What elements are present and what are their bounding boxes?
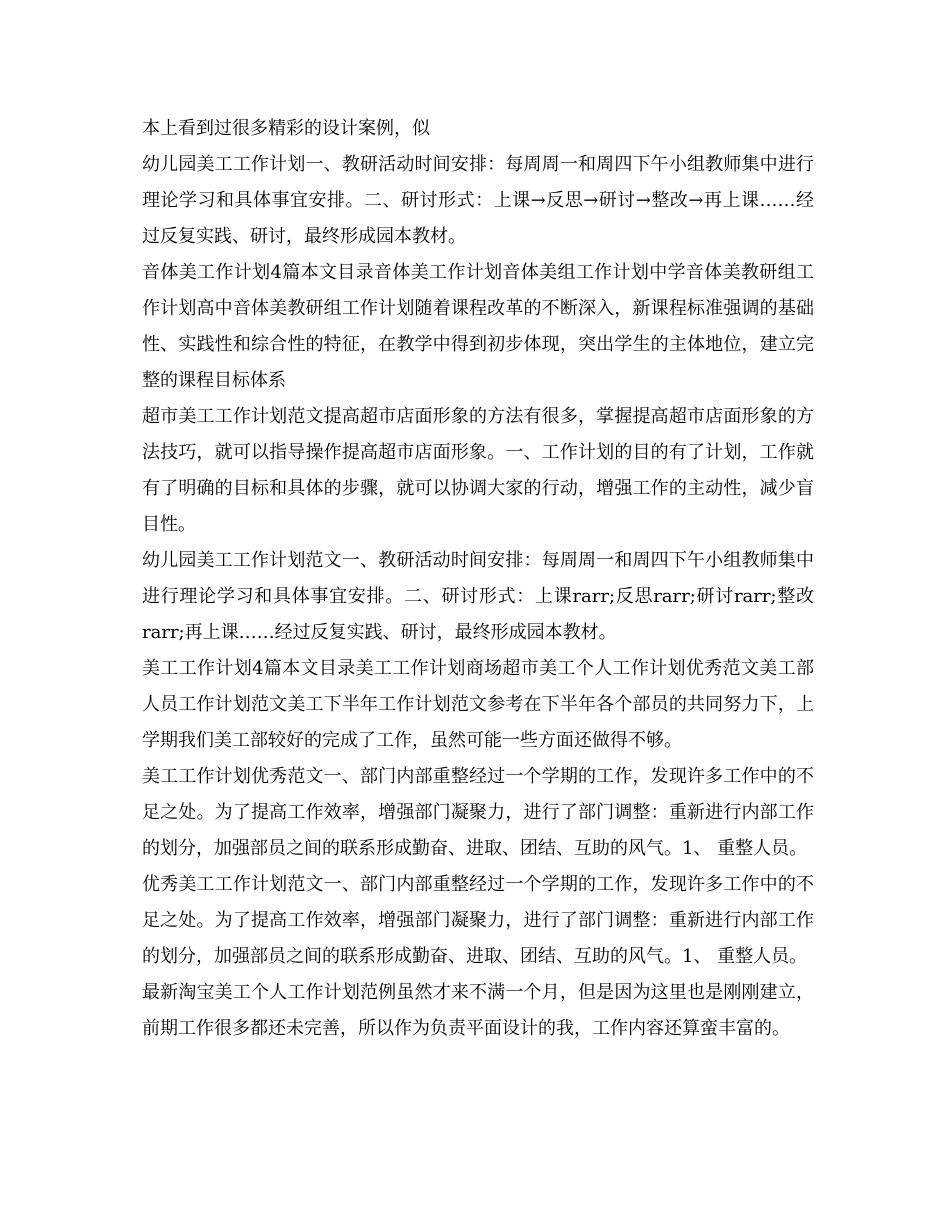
paragraph-3: 音体美工作计划4篇本文目录音体美工作计划音体美组工作计划中学音体美教研组工作计划高中音体美教研组工作计划随着课程改革的不断深入，新课程标准强调的基础性、实践性和综合性的特征，在教学中得到初步体现，突出学生的主体地位，建立完整的课程目标体系 bbox=[142, 262, 814, 391]
paragraph-7: 美工工作计划优秀范文一、部门内部重整经过一个学期的工作，发现许多工作中的不足之处。为了提高工作效率，增强部门凝聚力，进行了部门调整：重新进行内部工作的划分，加强部员之间的联系形成勤奋、进取、团结、互助的风气。1、 重整人员。 bbox=[142, 766, 814, 859]
paragraph-8: 优秀美工工作计划范文一、部门内部重整经过一个学期的工作，发现许多工作中的不足之处。为了提高工作效率，增强部门凝聚力，进行了部门调整：重新进行内部工作的划分，加强部员之间的联系形成勤奋、进取、团结、互助的风气。1、 重整人员。 bbox=[142, 874, 814, 967]
paragraph-6: 美工工作计划4篇本文目录美工工作计划商场超市美工个人工作计划优秀范文美工部人员工作计划范文美工下半年工作计划范文参考在下半年各个部员的共同努力下，上学期我们美工部较好的完成了工作，虽然可能一些方面还做得不够。 bbox=[142, 658, 814, 751]
paragraph-4: 超市美工工作计划范文提高超市店面形象的方法有很多，掌握提高超市店面形象的方法技巧，就可以指导操作提高超市店面形象。一、工作计划的目的有了计划，工作就有了明确的目标和具体的步骤，就可以协调大家的行动，增强工作的主动性，减少盲目性。 bbox=[142, 406, 814, 535]
paragraph-5: 幼儿园美工工作计划范文一、教研活动时间安排：每周周一和周四下午小组教师集中进行理论学习和具体事宜安排。二、研讨形式：上课rarr;反思rarr;研讨rarr;整改rarr;再上课……经过反复实践、研讨，最终形成园本教材。 bbox=[142, 550, 814, 643]
paragraph-9: 最新淘宝美工个人工作计划范例虽然才来不满一个月，但是因为这里也是刚刚建立，前期工作很多都还未完善，所以作为负责平面设计的我，工作内容还算蛮丰富的。 bbox=[142, 982, 814, 1039]
paragraph-2: 幼儿园美工工作计划一、教研活动时间安排：每周周一和周四下午小组教师集中进行理论学习和具体事宜安排。二、研讨形式：上课→反思→研讨→整改→再上课……经过反复实践、研讨，最终形成园本教材。 bbox=[142, 154, 814, 247]
document-body bbox=[142, 111, 814, 1047]
paragraph-1: 本上看到过很多精彩的设计案例，似 bbox=[142, 118, 430, 139]
